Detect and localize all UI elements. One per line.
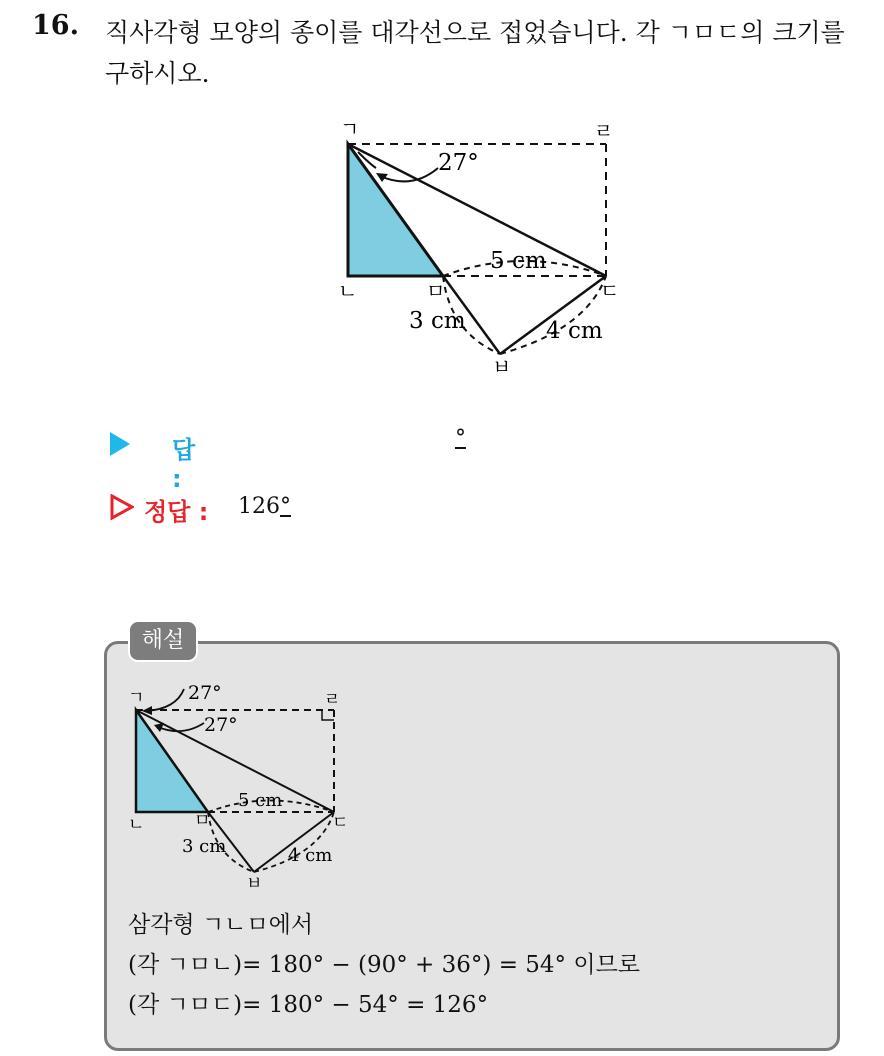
main-figure <box>300 118 640 380</box>
outline-triangle-icon <box>110 494 134 520</box>
play-triangle-icon <box>110 432 130 456</box>
svg-text:5 cm: 5 cm <box>238 790 283 811</box>
svg-text:ㄷ: ㄷ <box>332 813 349 833</box>
answer-row <box>110 426 466 493</box>
question-text: 직사각형 모양의 종이를 대각선으로 접었습니다. 각 ㄱㅁㄷ의 크기를 구하시오. <box>105 18 845 88</box>
length-4: 4 cm <box>546 318 603 344</box>
svg-text:ㅂ: ㅂ <box>246 874 263 894</box>
solution-line: 삼각형 ㄱㄴㅁ에서 <box>128 912 314 938</box>
svg-text:ㄹ: ㄹ <box>324 690 341 710</box>
length-3: 3 cm <box>409 308 466 334</box>
svg-text:3 cm: 3 cm <box>182 836 227 857</box>
question-number: 16. <box>32 10 79 41</box>
label-m: ㅁ <box>426 279 446 303</box>
label-r: ㄹ <box>594 119 614 143</box>
answer-label: 답 : <box>172 436 196 493</box>
svg-text:4 cm: 4 cm <box>288 845 333 866</box>
angle-label: 27° <box>438 150 479 176</box>
solution-line: (각 ㄱㅁㄷ)= 180° − 54° = 126° <box>128 992 489 1018</box>
length-5: 5 cm <box>490 248 547 274</box>
angle-lower: 27° <box>204 714 238 736</box>
label-b: ㅂ <box>492 355 512 379</box>
correct-answer-label: 정답 : <box>144 498 209 526</box>
answer-unit: ° <box>455 426 466 451</box>
solution-line: (각 ㄱㅁㄴ)= 180° − (90° + 36°) = 54° 이므로 <box>128 952 641 978</box>
label-d: ㄷ <box>600 279 620 303</box>
correct-answer-value: 126° <box>238 494 291 519</box>
angle-upper: 27° <box>188 682 222 704</box>
solution-tab: 해설 <box>128 620 198 662</box>
label-g: ㄱ <box>340 118 360 141</box>
correct-answer-row <box>110 494 291 526</box>
svg-text:ㄱ: ㄱ <box>128 688 145 708</box>
svg-text:ㅁ: ㅁ <box>194 811 211 831</box>
solution-figure <box>110 675 370 895</box>
svg-text:ㄴ: ㄴ <box>128 815 145 835</box>
solution-text <box>128 905 640 1025</box>
shaded-triangle <box>348 144 443 276</box>
label-n: ㄴ <box>338 279 358 303</box>
